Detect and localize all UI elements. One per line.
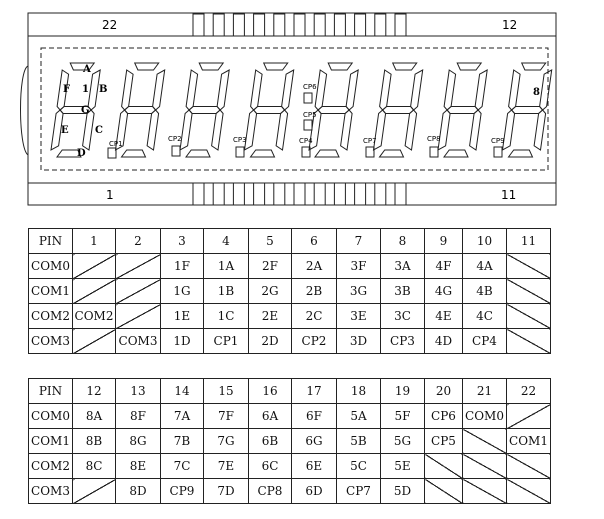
table-cell: CP1: [204, 329, 249, 354]
bottom-pin: [375, 183, 386, 205]
segment-g: [189, 107, 220, 114]
header-cell: 16: [249, 379, 292, 404]
table-cell: [507, 304, 551, 329]
table-cell: 6G: [292, 429, 337, 454]
segment-c: [470, 110, 482, 150]
top-pin: [334, 14, 345, 36]
header-cell: 20: [425, 379, 463, 404]
table-cell: [116, 279, 161, 304]
table-cell: 8A: [73, 404, 116, 429]
header-cell: 15: [204, 379, 249, 404]
cp-label: CP4: [299, 137, 313, 145]
digit-number-8: 8: [533, 87, 540, 98]
table-header-row: [29, 229, 551, 254]
header-cell: 21: [463, 379, 507, 404]
table-cell: [463, 429, 507, 454]
top-pins: [193, 14, 406, 36]
segment-f: [509, 70, 520, 110]
header-cell: 14: [161, 379, 204, 404]
table-row: [29, 454, 551, 479]
header-cell: 9: [425, 229, 463, 254]
segment-label-e: E: [61, 125, 69, 136]
table-cell: 3B: [381, 279, 425, 304]
table-cell: CP6: [425, 404, 463, 429]
table-cell: [73, 479, 116, 504]
table-cell: COM3: [116, 329, 161, 354]
table-cell: 5F: [381, 404, 425, 429]
table-cell: COM1: [29, 279, 73, 304]
bottom-pin: [314, 183, 325, 205]
table-cell: 1B: [204, 279, 249, 304]
table-cell: CP2: [292, 329, 337, 354]
table-cell: [425, 454, 463, 479]
table-row: [29, 429, 551, 454]
segment-g: [512, 107, 543, 114]
table-cell: [116, 254, 161, 279]
segment-c: [341, 110, 353, 150]
segment-label-d: D: [77, 148, 86, 159]
cp-marker: [108, 148, 116, 158]
table-cell: CP8: [249, 479, 292, 504]
segment-f: [186, 70, 198, 110]
cp-marker: [236, 147, 244, 157]
header-cell: 10: [463, 229, 507, 254]
table-cell: [116, 304, 161, 329]
pin-label-22: 22: [102, 18, 118, 32]
segment-g: [447, 107, 478, 114]
bottom-pin: [334, 183, 345, 205]
segment-c: [83, 110, 95, 150]
segment-f: [251, 70, 263, 110]
table-row: [29, 479, 551, 504]
table-header-row: [29, 379, 551, 404]
table-cell: 5D: [381, 479, 425, 504]
segment-g: [125, 107, 156, 114]
top-pin: [274, 14, 285, 36]
table-cell: 3E: [337, 304, 381, 329]
table-cell: 5A: [337, 404, 381, 429]
table-cell: CP4: [463, 329, 507, 354]
segment-b: [411, 70, 423, 110]
pin-label-12: 12: [502, 18, 518, 32]
table-cell: 8F: [116, 404, 161, 429]
table-row: [29, 329, 551, 354]
segment-d: [122, 150, 146, 157]
table-cell: 4D: [425, 329, 463, 354]
segment-b: [282, 70, 294, 110]
table-cell: 2C: [292, 304, 337, 329]
segment-label-c: C: [95, 125, 103, 136]
table-cell: [507, 254, 551, 279]
table-row: [29, 279, 551, 304]
table-cell: COM0: [29, 254, 73, 279]
cp-label: CP2: [168, 135, 182, 143]
table-cell: 6D: [292, 479, 337, 504]
segment-a: [135, 63, 159, 70]
header-cell: 6: [292, 229, 337, 254]
segment-a: [457, 63, 481, 70]
cp-label: CP8: [427, 135, 441, 143]
table-cell: 4E: [425, 304, 463, 329]
table-cell: 7G: [204, 429, 249, 454]
digit-4: [245, 63, 294, 157]
table-cell: 2F: [249, 254, 292, 279]
segment-g: [318, 107, 349, 114]
digit-7: [438, 63, 487, 157]
bottom-pin: [254, 183, 265, 205]
lcd-end-seal: [21, 66, 29, 155]
header-cell: 11: [507, 229, 551, 254]
table-cell: [73, 254, 116, 279]
bottom-pin: [233, 183, 244, 205]
table-cell: 2D: [249, 329, 292, 354]
table-cell: COM3: [29, 479, 73, 504]
table-cell: [507, 404, 551, 429]
segment-b: [217, 70, 229, 110]
table-cell: CP7: [337, 479, 381, 504]
table-cell: 3G: [337, 279, 381, 304]
segment-a: [328, 63, 352, 70]
cp-label: CP6: [303, 83, 317, 91]
table-cell: 7A: [161, 404, 204, 429]
table-cell: CP5: [425, 429, 463, 454]
table-cell: [507, 329, 551, 354]
top-pin: [233, 14, 244, 36]
table-cell: [73, 279, 116, 304]
table-cell: COM2: [29, 304, 73, 329]
segment-g: [383, 107, 414, 114]
cp-label: CP5: [303, 111, 317, 119]
header-cell: 18: [337, 379, 381, 404]
cp-marker: [172, 146, 180, 156]
segment-b: [153, 70, 165, 110]
table-cell: COM0: [463, 404, 507, 429]
top-pin: [355, 14, 366, 36]
segment-e: [245, 110, 257, 150]
table-cell: 1A: [204, 254, 249, 279]
segment-label-b: B: [99, 84, 108, 95]
header-cell: 7: [337, 229, 381, 254]
header-cell: 1: [73, 229, 116, 254]
top-pin: [193, 14, 204, 36]
table-cell: [507, 479, 551, 504]
segment-a: [393, 63, 417, 70]
segment-c: [147, 110, 159, 150]
table-row: [29, 404, 551, 429]
lcd-display-diagram: [0, 0, 604, 215]
pin-label-1: 1: [106, 188, 114, 202]
segment-label-a: A: [83, 64, 91, 75]
table-cell: COM0: [29, 404, 73, 429]
table-cell: 7C: [161, 454, 204, 479]
pin-table-1-to-11: [28, 228, 551, 354]
table-cell: 3C: [381, 304, 425, 329]
cp-label: CP1: [109, 140, 123, 148]
segment-d: [380, 150, 404, 157]
digit-2: [116, 63, 165, 157]
table-row: [29, 254, 551, 279]
table-cell: CP3: [381, 329, 425, 354]
header-cell: 3: [161, 229, 204, 254]
table-cell: 5C: [337, 454, 381, 479]
table-cell: 5G: [381, 429, 425, 454]
table-cell: COM3: [29, 329, 73, 354]
table-cell: 6C: [249, 454, 292, 479]
table-cell: 6F: [292, 404, 337, 429]
bottom-pin: [213, 183, 224, 205]
table-cell: 2A: [292, 254, 337, 279]
segment-label-f: F: [63, 84, 71, 95]
bottom-pin: [355, 183, 366, 205]
segment-f: [315, 70, 327, 110]
table-cell: 8C: [73, 454, 116, 479]
table-cell: 4C: [463, 304, 507, 329]
digit-number-1: 1: [82, 84, 89, 95]
digit-8: [503, 63, 552, 157]
cp-marker: [304, 120, 312, 130]
table-cell: 7D: [204, 479, 249, 504]
segment-f: [380, 70, 392, 110]
segment-e: [438, 110, 450, 150]
segment-g: [254, 107, 285, 114]
segment-d: [251, 150, 275, 157]
table-cell: 2G: [249, 279, 292, 304]
pin-table-12-to-22: [28, 378, 551, 504]
header-cell: 13: [116, 379, 161, 404]
table-cell: 3F: [337, 254, 381, 279]
table-cell: 8D: [116, 479, 161, 504]
table-cell: 4F: [425, 254, 463, 279]
table-cell: COM2: [73, 304, 116, 329]
segment-b: [346, 70, 358, 110]
table-cell: 1D: [161, 329, 204, 354]
top-pin: [254, 14, 265, 36]
segment-b: [475, 70, 487, 110]
table-cell: 8E: [116, 454, 161, 479]
table-cell: [463, 454, 507, 479]
header-cell: 17: [292, 379, 337, 404]
top-pin: [375, 14, 386, 36]
segment-f: [444, 70, 456, 110]
header-cell: 19: [381, 379, 425, 404]
digit-6: [374, 63, 423, 157]
bottom-pins: [193, 183, 406, 205]
table-cell: COM1: [29, 429, 73, 454]
cp-label: CP9: [491, 137, 505, 145]
segment-a: [199, 63, 223, 70]
table-cell: 7B: [161, 429, 204, 454]
table-cell: 1F: [161, 254, 204, 279]
bottom-pin: [274, 183, 285, 205]
segment-c: [405, 110, 417, 150]
cp-marker: [494, 147, 502, 157]
table-cell: 8B: [73, 429, 116, 454]
cp-label: CP3: [233, 136, 247, 144]
top-pin: [314, 14, 325, 36]
table-cell: 5B: [337, 429, 381, 454]
segment-c: [276, 110, 288, 150]
table-cell: 2E: [249, 304, 292, 329]
segment-a: [264, 63, 288, 70]
table-cell: 8G: [116, 429, 161, 454]
table-cell: COM1: [507, 429, 551, 454]
segment-a: [522, 63, 546, 70]
table-cell: 1G: [161, 279, 204, 304]
table-cell: 3A: [381, 254, 425, 279]
lcd-viewing-area: [41, 48, 548, 170]
table-cell: 6B: [249, 429, 292, 454]
header-cell: 12: [73, 379, 116, 404]
segment-c: [212, 110, 224, 150]
segment-d: [186, 150, 210, 157]
digit-5: [309, 63, 358, 157]
top-pin: [395, 14, 406, 36]
top-pin: [294, 14, 305, 36]
table-cell: 2B: [292, 279, 337, 304]
table-cell: 4B: [463, 279, 507, 304]
table-cell: CP9: [161, 479, 204, 504]
segment-c: [534, 110, 546, 150]
cp-marker: [430, 147, 438, 157]
bottom-pin: [294, 183, 305, 205]
header-cell: 22: [507, 379, 551, 404]
table-cell: 1E: [161, 304, 204, 329]
segment-label-g: G: [81, 105, 90, 116]
digit-1: [51, 63, 100, 157]
digit-3: [180, 63, 229, 157]
table-cell: 6A: [249, 404, 292, 429]
table-cell: 1C: [204, 304, 249, 329]
table-cell: 3D: [337, 329, 381, 354]
table-cell: COM2: [29, 454, 73, 479]
table-cell: [463, 479, 507, 504]
cp-label: CP7: [363, 137, 377, 145]
table-row: [29, 304, 551, 329]
header-cell: 5: [249, 229, 292, 254]
segment-d: [315, 150, 339, 157]
segment-e: [180, 110, 192, 150]
table-cell: [507, 454, 551, 479]
bottom-pin: [395, 183, 406, 205]
cp-marker: [304, 93, 312, 103]
segment-f: [122, 70, 134, 110]
table-cell: 7E: [204, 454, 249, 479]
colon-points: [108, 83, 505, 158]
table-cell: [73, 329, 116, 354]
segment-d: [509, 150, 533, 157]
segment-b: [540, 70, 552, 110]
segment-d: [444, 150, 468, 157]
header-cell: 4: [204, 229, 249, 254]
cp-marker: [366, 147, 374, 157]
table-cell: 4G: [425, 279, 463, 304]
table-cell: [507, 279, 551, 304]
table-cell: 7F: [204, 404, 249, 429]
pin-label-11: 11: [501, 188, 517, 202]
table-cell: 6E: [292, 454, 337, 479]
top-pin: [213, 14, 224, 36]
header-cell: PIN: [29, 229, 73, 254]
header-cell: PIN: [29, 379, 73, 404]
header-cell: 2: [116, 229, 161, 254]
bottom-pin: [193, 183, 204, 205]
table-cell: 4A: [463, 254, 507, 279]
table-cell: 5E: [381, 454, 425, 479]
table-cell: [425, 479, 463, 504]
header-cell: 8: [381, 229, 425, 254]
